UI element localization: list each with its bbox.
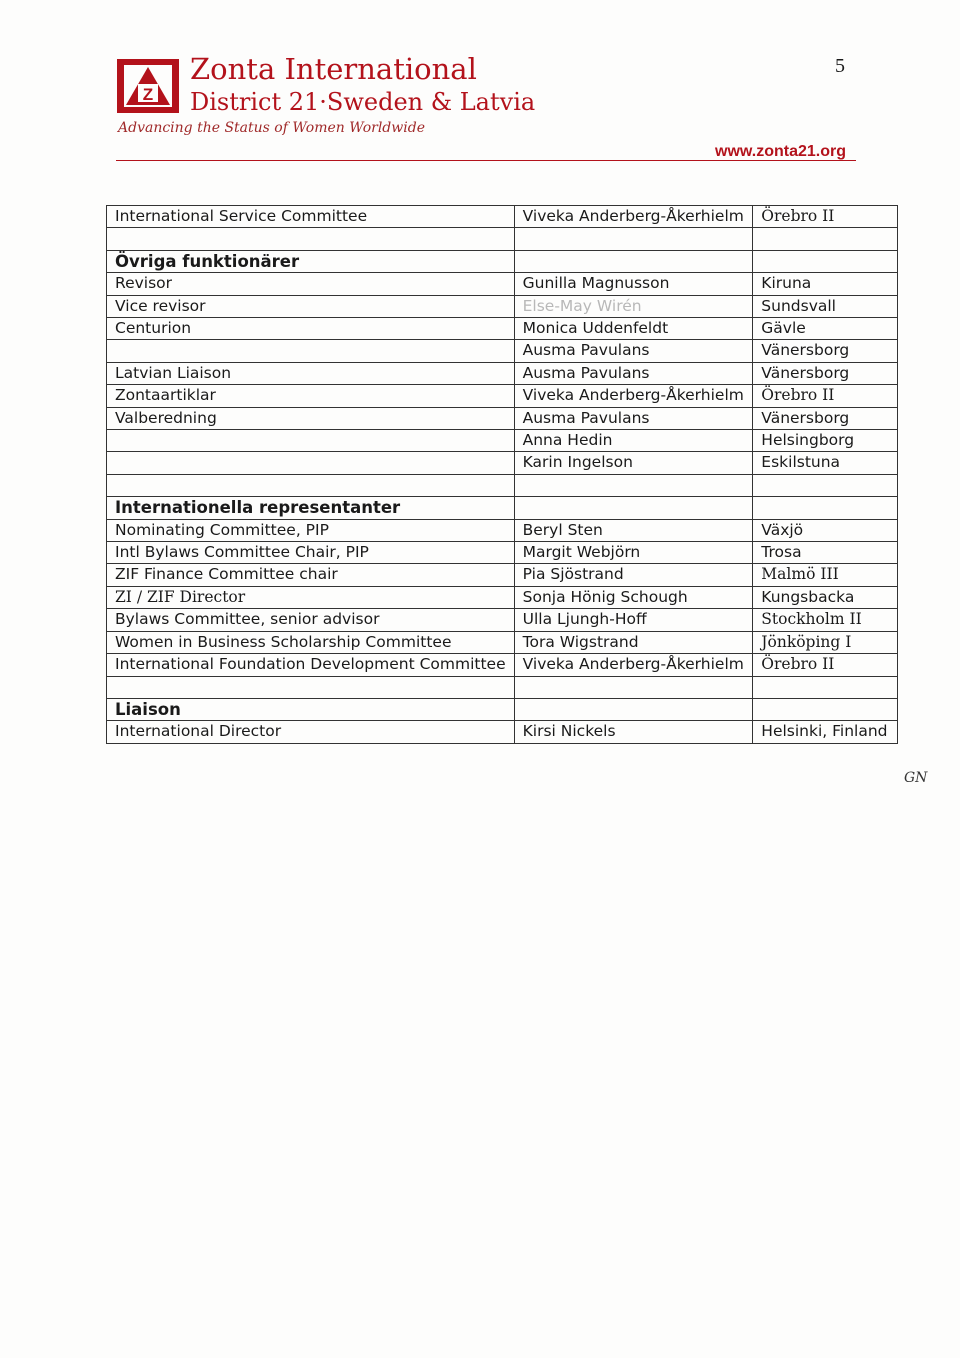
table-row (107, 542, 898, 564)
table-row (107, 362, 898, 384)
section-heading: Liaison (107, 698, 515, 720)
name-cell: Pia Sjöstrand (514, 564, 753, 586)
role-cell (107, 430, 515, 452)
table-row (107, 654, 898, 676)
role-cell: International Service Committee (107, 206, 515, 228)
club-cell: Örebro II (753, 206, 898, 228)
role-cell (107, 340, 515, 362)
role-cell: Latvian Liaison (107, 362, 515, 384)
svg-text:Z: Z (142, 85, 154, 104)
name-cell: Karin Ingelson (514, 452, 753, 474)
club-cell: Vänersborg (753, 340, 898, 362)
club-cell: Örebro II (753, 385, 898, 407)
name-cell: Ausma Pavulans (514, 340, 753, 362)
section-row (107, 698, 898, 720)
role-cell: Nominating Committee, PIP (107, 519, 515, 541)
name-cell: Tora Wigstrand (514, 631, 753, 653)
section-heading: Övriga funktionärer (107, 250, 515, 272)
table-row (107, 407, 898, 429)
zonta-logo-icon (116, 58, 180, 114)
org-title: Zonta International (190, 52, 477, 86)
name-cell: Viveka Anderberg-Åkerhielm (514, 385, 753, 407)
table-row (107, 519, 898, 541)
club-cell: Jönköping I (753, 631, 898, 653)
name-cell: Beryl Sten (514, 519, 753, 541)
header-rule (116, 160, 856, 161)
table-row (107, 385, 898, 407)
name-cell: Kirsi Nickels (514, 721, 753, 743)
name-cell: Viveka Anderberg-Åkerhielm (514, 206, 753, 228)
table-row (107, 340, 898, 362)
role-cell: Intl Bylaws Committee Chair, PIP (107, 542, 515, 564)
club-cell: Vänersborg (753, 362, 898, 384)
table-row (107, 474, 898, 496)
table-row (107, 609, 898, 631)
section-heading: Internationella representanter (107, 497, 515, 519)
table-row (107, 586, 898, 608)
table-row (107, 676, 898, 698)
club-cell: Kiruna (753, 273, 898, 295)
table-row (107, 206, 898, 228)
table-row (107, 318, 898, 340)
club-cell: Trosa (753, 542, 898, 564)
role-cell: ZIF Finance Committee chair (107, 564, 515, 586)
page-number: 5 (835, 55, 845, 77)
name-cell: Ulla Ljungh-Hoff (514, 609, 753, 631)
name-cell: Monica Uddenfeldt (514, 318, 753, 340)
club-cell: Örebro II (753, 654, 898, 676)
name-cell: Ausma Pavulans (514, 407, 753, 429)
tagline: Advancing the Status of Women Worldwide (118, 120, 425, 136)
club-cell: Gävle (753, 318, 898, 340)
name-cell: Gunilla Magnusson (514, 273, 753, 295)
role-cell: International Foundation Development Committee (107, 654, 515, 676)
club-cell: Kungsbacka (753, 586, 898, 608)
letterhead (116, 50, 856, 170)
club-cell: Helsinki, Finland (753, 721, 898, 743)
table-row (107, 564, 898, 586)
role-cell (107, 452, 515, 474)
club-cell: Helsingborg (753, 430, 898, 452)
name-cell: Viveka Anderberg-Åkerhielm (514, 654, 753, 676)
name-cell: Else-May Wirén (514, 295, 753, 317)
district-subtitle: District 21·Sweden & Latvia (190, 88, 536, 116)
role-cell: Vice revisor (107, 295, 515, 317)
table-row (107, 273, 898, 295)
club-cell: Stockholm II (753, 609, 898, 631)
section-row (107, 497, 898, 519)
role-cell: International Director (107, 721, 515, 743)
club-cell: Vänersborg (753, 407, 898, 429)
role-cell: Valberedning (107, 407, 515, 429)
website-link[interactable]: www.zonta21.org (715, 143, 846, 160)
name-cell: Anna Hedin (514, 430, 753, 452)
name-cell: Sonja Hönig Schough (514, 586, 753, 608)
club-cell: Malmö III (753, 564, 898, 586)
table-row (107, 295, 898, 317)
role-cell: Bylaws Committee, senior advisor (107, 609, 515, 631)
handwritten-initials: GN (904, 770, 928, 786)
role-cell: Women in Business Scholarship Committee (107, 631, 515, 653)
role-cell: Zontaartiklar (107, 385, 515, 407)
table-row (107, 430, 898, 452)
name-cell: Margit Webjörn (514, 542, 753, 564)
table-row (107, 452, 898, 474)
club-cell: Växjö (753, 519, 898, 541)
officers-table (106, 205, 898, 744)
role-cell: ZI / ZIF Director (107, 586, 515, 608)
club-cell: Eskilstuna (753, 452, 898, 474)
table-row (107, 228, 898, 250)
section-row (107, 250, 898, 272)
role-cell: Revisor (107, 273, 515, 295)
role-cell: Centurion (107, 318, 515, 340)
name-cell: Ausma Pavulans (514, 362, 753, 384)
table-row (107, 721, 898, 743)
club-cell: Sundsvall (753, 295, 898, 317)
table-row (107, 631, 898, 653)
